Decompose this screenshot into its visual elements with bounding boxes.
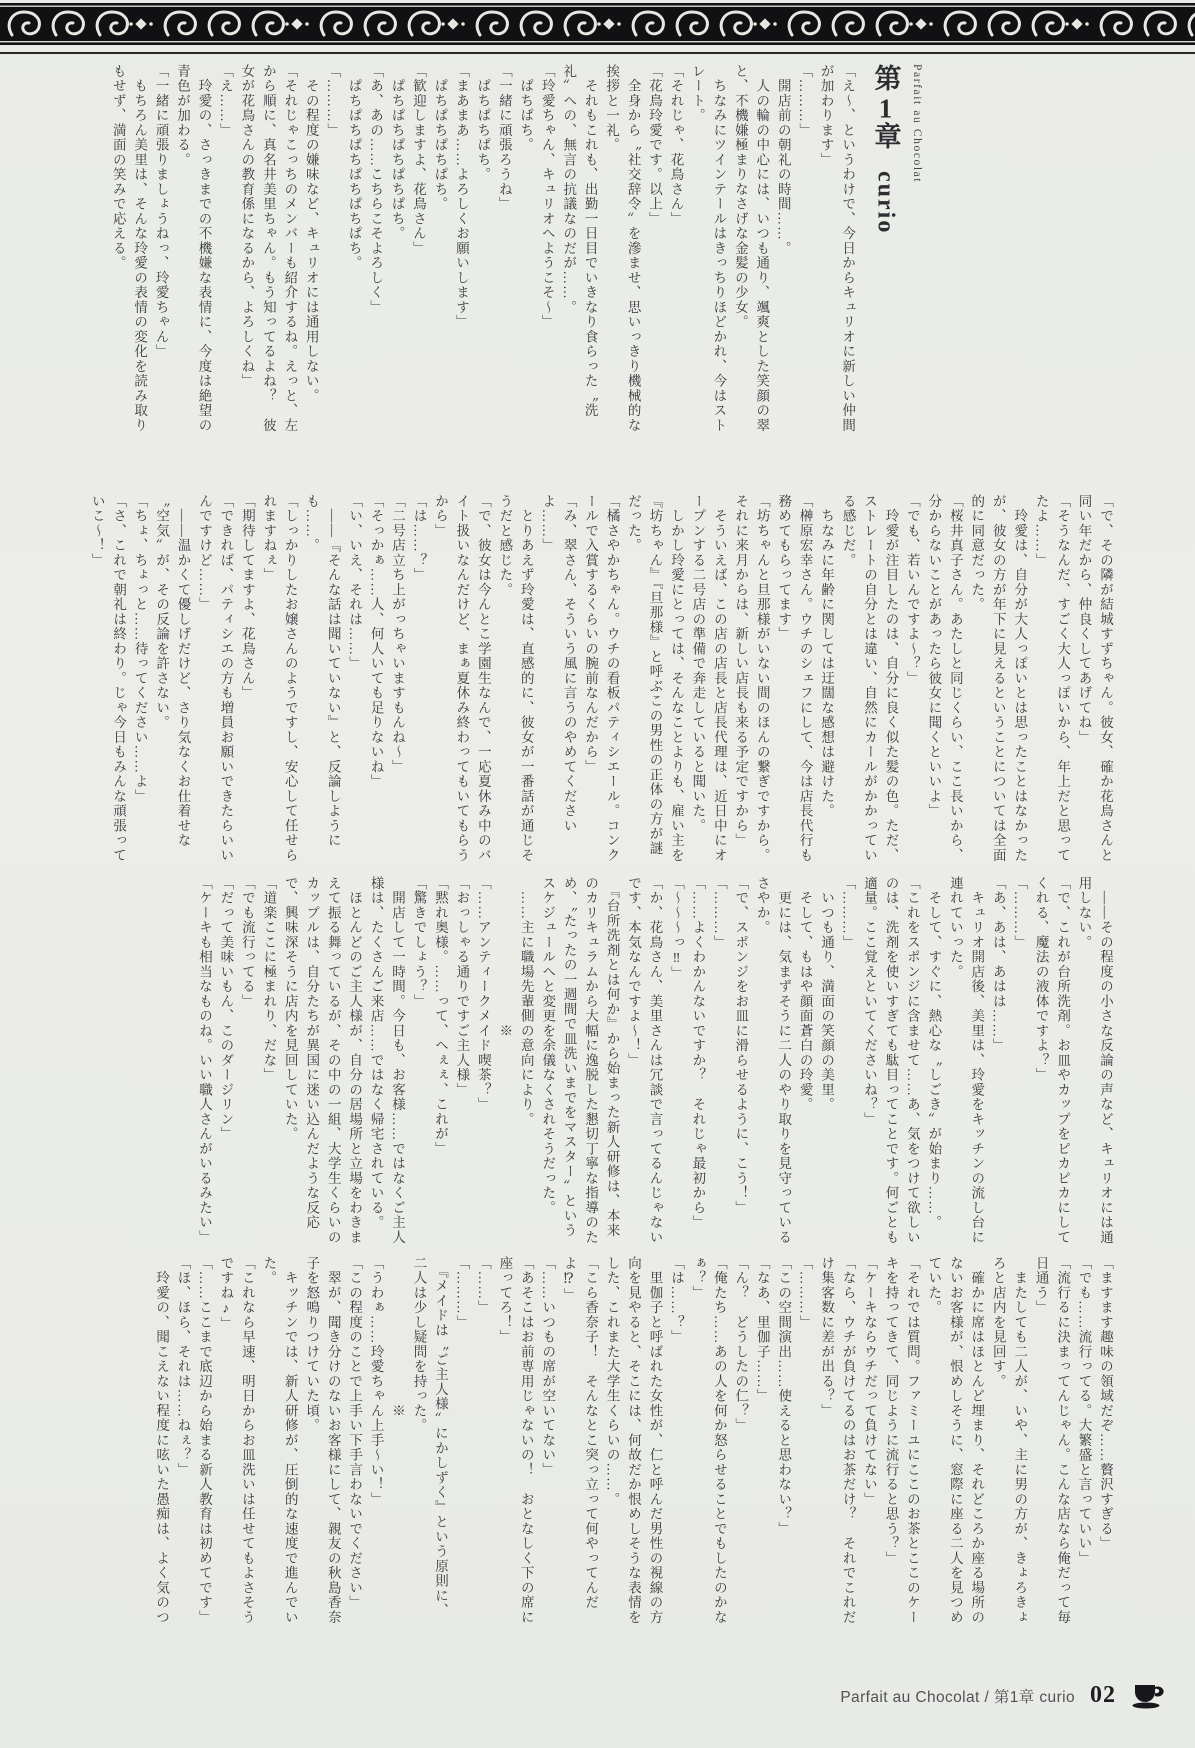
paragraph: またしても二人が、いや、主に男の方が、きょろきょろと店内を見回す。 xyxy=(990,1256,1028,1625)
paragraph: 『メイドは〝ご主人様〟にかしずく』という原則に、二人は少し疑問を持った。 xyxy=(411,1256,448,1618)
paragraph: 「おっしゃる通りですご主人様」 xyxy=(454,876,470,1098)
paragraph: 「玲愛ちゃん、キュリオへようこそ〜」 xyxy=(539,64,555,330)
paragraph: 「……アンティークメイド喫茶？」 xyxy=(475,876,491,1112)
paragraph: そういえば、この店の店長と店長代理は、近日中にオープンする二号店の準備で奔走していると聞いた。 xyxy=(690,494,727,863)
paragraph: 「え……」 xyxy=(217,64,233,138)
paragraph: 「なあ、里伽子……」 xyxy=(754,1256,770,1404)
paragraph: 「なら、ウチが負けてるのはお茶だけ？ それでこれだけ集客数に差が出る？」 xyxy=(819,1256,856,1625)
paragraph: 「俺たち……あの人を何か怒らせることでもしたのかなぁ？」 xyxy=(690,1256,727,1625)
chapter-title-latin: curio xyxy=(872,171,899,235)
paragraph: とりあえず玲愛は、直感的に、彼女が一番話が通じそうだと感じた。 xyxy=(497,494,534,863)
coffee-cup-icon xyxy=(1131,1682,1167,1709)
paragraph: 「………」 xyxy=(325,64,341,138)
paragraph: 「ケーキも相当なものね。いい職人さんがいるみたい」 xyxy=(196,876,212,1245)
paragraph: 「………」 xyxy=(1012,876,1028,950)
paragraph: 「桜井真子さん。あたしと同じくらい、ここ長いから、分からないことがあったら彼女に聞くといいよ」 xyxy=(926,494,963,863)
paragraph: ※ xyxy=(497,876,513,1039)
paragraph: ぱちぱち。 xyxy=(518,64,534,153)
paragraph: 「………」 xyxy=(797,64,813,138)
paragraph: 玲愛は、自分が大人っぽいとは思ったことはなかったが、彼女の方が年下に見えるということについては全面的に同意だった。 xyxy=(969,494,1028,863)
paragraph: 「で、その隣が結城すずちゃん。彼女、確か花鳥さんと同い年だから、仲良くしてあげてね」 xyxy=(1076,494,1113,863)
paragraph: しかし玲愛にとっては、そんなことよりも、雇い主を『坊ちゃん』『旦那様』と呼ぶこの男性の正体の方が謎だった。 xyxy=(626,494,684,863)
paragraph: ほとんどのご主人様が、自分の居場所と立場をわきまえて振る舞っているが、その中の一組、大学生くらいのカップルは、自分たちが異国に迷い込んだような反応で、興味深そうに店内を見回していた。 xyxy=(282,876,363,1245)
text-band-4 xyxy=(85,1256,1116,1631)
paragraph: 「は……？」 xyxy=(411,494,427,583)
footer-chapter: 第1章 curio xyxy=(993,1688,1075,1706)
paragraph: 「………」 xyxy=(840,876,856,950)
paragraph: 「期待してますよ、花鳥さん」 xyxy=(239,494,255,701)
paragraph: 「それじゃ、花鳥さん」 xyxy=(668,64,684,227)
paragraph: 「ほ、ほら、それは……ねぇ？」 xyxy=(175,1256,191,1478)
chapter-heading xyxy=(870,64,927,436)
paragraph: 「い、いえ、それは……」 xyxy=(347,494,363,671)
paragraph: 玲愛が注目したのは、自分に良く似た髪の色。ただ、ストレートの自分とは違い、自然にカールがかかっている感じだ。 xyxy=(840,494,899,863)
paragraph: 「この空間演出……使えると思わない？」 xyxy=(776,1256,792,1537)
chapter-number-prefix: 第 xyxy=(870,64,901,95)
paragraph: 「できれば、パティシエの方も増員お願いできたらいいんですけど……」 xyxy=(196,494,234,863)
paragraph: 「これなら早速、明日からお皿洗いは任せてもよさそうですね♪」 xyxy=(218,1256,255,1625)
paragraph: ――温かくて優しげだけど、さり気なくお仕着せな〝空気〟が、その反論を許さない。 xyxy=(154,494,191,848)
paragraph: 「で、これが台所洗剤。お皿やカップをピカピカにしてくれる、魔法の液体ですよ？」 xyxy=(1033,876,1071,1245)
paragraph: 開店して一時間。今日も、お客様……ではなくご主人様は、たくさんご来店……ではなく帰宅されている。 xyxy=(368,876,406,1245)
paragraph: 「驚きでしょう？」 xyxy=(411,876,427,1009)
paragraph: 「〜〜〜っ‼」 xyxy=(668,876,684,981)
paragraph: ぱちぱちぱちぱちぱちぱち。 xyxy=(346,64,362,271)
paragraph: 玲愛の、聞こえない程度に呟いた愚痴は、よく気のつ xyxy=(154,1256,170,1625)
paragraph: 「あそこはお前専用じゃないの！ おとなしく下の席に座ってろ！」 xyxy=(497,1256,534,1625)
paragraph: ぱちぱちぱちぱち。 xyxy=(432,64,448,212)
paragraph: 「ますます趣味の領域だぞ……贅沢すぎる」 xyxy=(1098,1256,1113,1551)
paragraph: ――その程度の小さな反論の声など、キュリオには通用しない。 xyxy=(1076,876,1113,1245)
paragraph: 「二号店立ち上がっちゃいますもんね〜」 xyxy=(390,494,406,775)
paragraph: 「でも流行ってる」 xyxy=(239,876,255,1009)
text-band-2 xyxy=(85,494,1116,866)
paragraph: 「しっかりしたお嬢さんのようですし、安心して任せられますねぇ」 xyxy=(261,494,298,863)
paragraph: それもこれも、出勤一日目でいきなり食らった〝洗礼〟への、無言の抗議なのだが……。 xyxy=(561,64,598,418)
paragraph: 「坊ちゃんと旦那様がいない間のほんの繋ぎですから。それに来月からは、新しい店長も来る予定ですから」 xyxy=(733,494,770,863)
paragraph: 更には、気まずそうに二人のやり取りを見守っているさやか。 xyxy=(754,876,792,1245)
paragraph: 「流行るに決まってんじゃん。こんな店なら俺だって毎日通う」 xyxy=(1033,1256,1071,1625)
paragraph: 「一緒に頑張ろうね」 xyxy=(496,64,512,212)
paragraph: ぱちぱちぱちぱちぱち。 xyxy=(389,64,405,241)
paragraph: 「まあまあ……よろしくお願いします」 xyxy=(453,64,469,330)
paragraph: 「それじゃこっちのメンバーも紹介するね。えっと、左から順に、真名井美里ちゃん。もう知ってるよね？ 彼女が花鳥さんの教育係になるから、よろしくね」 xyxy=(239,64,298,433)
paragraph: 「……いつもの席が空いてない」 xyxy=(540,1256,556,1478)
paragraph: 「あ、あの……こちらこそよろしく」 xyxy=(368,64,384,315)
paragraph: 「え〜、というわけで、今日からキュリオに新しい仲間が加わります」 xyxy=(818,64,856,433)
paragraph: 「それでは質問。ファミーユにここのお茶とここのケーキを持ってきて、同じように流行ると思う？」 xyxy=(883,1256,920,1625)
ornamental-border xyxy=(0,3,1195,45)
paragraph: 「道楽ここに極まれり、だな」 xyxy=(261,876,277,1083)
paragraph: ちなみに年齢に関しては迂闊な感想は避けた。 xyxy=(819,494,835,819)
paragraph: ぱちぱちぱち。 xyxy=(475,64,491,182)
paragraph: 里伽子と呼ばれた女性が、仁と呼んだ男性の視線の方向を見やると、そこには、何故だか恨めしそうな表情をした、これまた大学生くらいの……。 xyxy=(604,1256,663,1625)
paragraph: 「ちょ、ちょっと……待ってください……よ」 xyxy=(132,494,148,804)
text-band-3 xyxy=(85,876,1116,1251)
paragraph: 「榊原宏幸さん。ウチのシェフにして、今は店長代行も務めてもらってます」 xyxy=(776,494,813,863)
paragraph: そして、もはや顔面蒼白の玲愛。 xyxy=(797,876,813,1112)
chapter-title xyxy=(870,64,901,436)
paragraph: 「でも、若いんですよ〜？」 xyxy=(904,494,920,686)
paragraph: 「ん？ どうしたの仁？」 xyxy=(733,1256,749,1433)
paragraph: 玲愛の、さっきまでの不機嫌な表情に、今度は絶望の青色が加わる。 xyxy=(175,64,212,433)
paragraph: そして、すぐに、熱心な〝しごき〟が始まり……。 xyxy=(926,876,942,1230)
paragraph: 「……」 xyxy=(475,1256,491,1315)
paragraph: 『台所洗剤とは何か』から始まった新人研修は、本来のカリキュラムから大幅に逸脱した懇切丁寧な指導のため、〝たったの一週間で皿洗いまでをマスター〟というスケジュールへと変更を余儀なくされそうだった。 xyxy=(540,876,620,1245)
paragraph: 「だって美味いもん、このダージリン」 xyxy=(218,876,234,1142)
paragraph: 「………」 xyxy=(711,876,727,950)
paragraph: いつも通り、満面の笑顔の美里。 xyxy=(819,876,835,1112)
paragraph: ……主に職場先輩側の意向により。 xyxy=(518,876,534,1127)
paragraph: 「か、花鳥さん、美里さんは冗談で言ってるんじゃないです、本気なんですよ〜！」 xyxy=(626,876,663,1245)
text-band-1 xyxy=(95,64,927,436)
paragraph: 「そうなんだ、すごく大人っぽいから、年上だと思ってたよ……」 xyxy=(1033,494,1071,863)
paragraph: 「黙れ奥様。……って、へぇぇ、これが」 xyxy=(432,876,448,1157)
paragraph: ※ xyxy=(390,1256,406,1419)
paragraph: 翠が、聞き分けのないお客様にして、親友の秋島香奈子を怒鳴りつけていた頃。 xyxy=(304,1256,341,1625)
page-number: 02 xyxy=(1090,1682,1116,1708)
paragraph: 「ケーキならウチだって負けてない」 xyxy=(862,1256,878,1507)
paragraph: 「でも……流行ってる。大繁盛と言っていい」 xyxy=(1076,1256,1092,1566)
series-label: Parfait au Chocolat xyxy=(911,64,923,184)
chapter-number-digit: 1 xyxy=(878,95,893,122)
paragraph: 「これをスポンジに含ませて……あ、気をつけて欲しいのは、洗剤を使いすぎても駄目ってことです。何ごとも適量。ここ覚えといてくださいね？」 xyxy=(862,876,920,1245)
paragraph: 「……よくわかんないですか？ それじゃ最初から」 xyxy=(690,876,706,1230)
paragraph: ちなみにツインテールはきっちりほどかれ、今はストレート。 xyxy=(689,64,727,433)
chapter-number-suffix: 章 xyxy=(870,122,901,153)
paragraph: 「花鳥玲愛です。以上」 xyxy=(647,64,663,227)
paragraph: 「で、彼女は今んとこ学園生なんで、一応夏休み中のバイト扱いなんだけど、まぁ夏休み終わってもいてもらうから」 xyxy=(432,494,491,863)
paragraph: 「………」 xyxy=(454,1256,470,1330)
paragraph: 「歓迎しますよ、花鳥さん」 xyxy=(411,64,427,256)
paragraph: 全身から〝社交辞令〟を滲ませ、思いっきり機械的な挨拶と一礼。 xyxy=(604,64,641,433)
paragraph: 「み、翠さん、そういう風に言うのやめてくださいよ……」 xyxy=(540,494,577,834)
paragraph: 「この程度のことで上手い下手言わないでください」 xyxy=(347,1256,363,1610)
paragraph: その程度の嫌味など、キュリオには通用しない。 xyxy=(303,64,319,404)
paragraph: 「こら香奈子！ そんなとこ突っ立って何やってんだよ⁉」 xyxy=(561,1256,599,1610)
paragraph: ――『そんな話は聞いていない』と、反論しようにも……。 xyxy=(304,494,341,848)
paragraph: キッチンでは、新人研修が、圧倒的な速度で進んでいた。 xyxy=(261,1256,298,1625)
paragraph: 「……ここまで底辺から始まる新人教育は初めてです」 xyxy=(196,1256,212,1625)
paragraph: 「で、スポンジをお皿に滑らせるように、こう！」 xyxy=(733,876,749,1216)
paragraph: 「さ、これで朝礼は終わり。じゃ今日もみんな頑張っていこ〜！」 xyxy=(89,494,127,863)
paragraph: もちろん美里は、そんな玲愛の表情の変化を読み取りもせず、満面の笑みで応える。 xyxy=(110,64,148,433)
paragraph: 「うわぁ……玲愛ちゃん上手〜い！」 xyxy=(368,1256,384,1507)
paragraph: 「………」 xyxy=(797,1256,813,1330)
paragraph: 「橘さやかちゃん。ウチの看板パティシエール。コンクールで入賞するくらいの腕前なんだから」 xyxy=(583,494,620,863)
footer-running-title xyxy=(840,1685,1075,1707)
paragraph: 「そっかぁ……人、何人いても足りないね」 xyxy=(368,494,384,789)
paragraph: 「あ、あは、あはは……」 xyxy=(990,876,1006,1053)
paragraph: キュリオ開店後、美里は、玲愛をキッチンの流し台に連れていった。 xyxy=(947,876,985,1245)
header-rule xyxy=(0,52,1195,54)
paragraph: 「一緒に頑張りましょうねっ、玲愛ちゃん」 xyxy=(153,64,169,359)
paragraph: 開店前の朝礼の時間……。 xyxy=(775,64,791,256)
paragraph: 「は……？」 xyxy=(668,1256,684,1345)
footer-series: Parfait au Chocolat xyxy=(840,1688,980,1706)
footer-separator: / xyxy=(979,1688,994,1706)
paragraph: 確かに席はほとんど埋まり、それどころか座る場所のないお客様が、恨めしそうに、窓際に座る二人を見つめていた。 xyxy=(926,1256,985,1625)
page-footer xyxy=(840,1682,1167,1709)
paragraph: 人の輪の中心には、いつも通り、颯爽とした笑顔の翠と、不機嫌極まりなさげな金髪の少女。 xyxy=(732,64,770,433)
